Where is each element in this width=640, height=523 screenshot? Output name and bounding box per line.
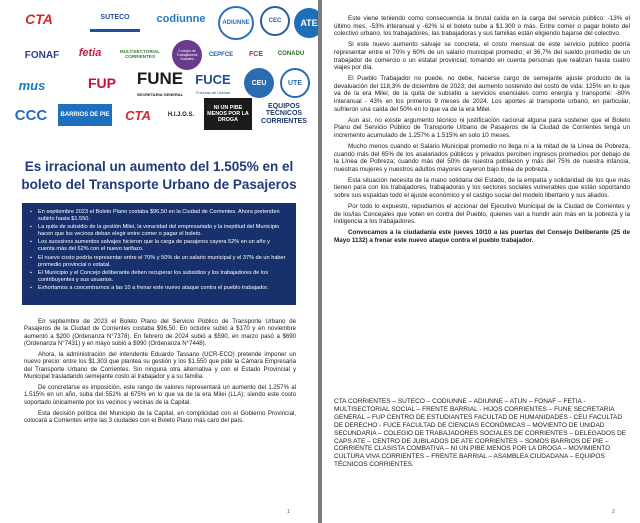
summary-bullet: ▪ Los sucesivos aumentos salvajes hicieron que la carga de pasajeros cayera 52% en un año y cuenta más del 62% con el nuevo tarifazo.	[30, 239, 288, 253]
summary-bullet: ▪ La quita de subsidio de la gestión Milei, la voracidad del empresariado y la ineptitud del Municipio hacen que los vecinos deban elegir entre comer o pagar el boleto.	[30, 224, 288, 238]
page-1-body	[24, 318, 296, 428]
logo: BARRIOS DE PIE	[58, 104, 112, 126]
logo: Colegio de Trabajadores Sociales	[172, 40, 202, 70]
logo: ADIUNNE	[218, 6, 254, 40]
paragraph: Mucho menos cuando el Salario Municipal promedio no llega ni a la mitad de la Línea de Pobreza, cuando más del 65% de los asalariados públicos y privados perciben ingresos promedios por debajo de la Línea de Pobreza; cuando más del 50% de nuestra población y más del 75% de nuestra infancia, nuestras mujeres y nuestros adultos mayores cayeron bajo línea de pobreza.	[334, 142, 630, 173]
logo: FCE	[249, 50, 263, 58]
paragraph: Esta decisión política del Municipio de la Capital, en complicidad con el Gobierno Provincial, colocará a Corrientes entre las 3 ciudades con el Boleto Plano más caro del país.	[24, 409, 296, 424]
logo: CONADU	[277, 51, 305, 57]
logo: FUP	[88, 75, 116, 91]
logo: mus	[18, 77, 46, 93]
logo: SUTECO	[90, 6, 140, 32]
logo: MULTISECTORIAL CORRIENTES	[119, 49, 161, 59]
paragraph: El Pueblo Trabajador no puede, no debe, hacerse cargo de semejante ajuste producto de la devaluación del 118,3% de diciembre de 2023; del aumento sostenido del costo de vida: 125% en lo que va de la era Milei; de la quita de subsidio a servicios esenciales como energía y transporte: -80% interanual - 43% en los primeros 9 meses de 2024. Los aportes al transporte urbano, en particular, sufrieron una caída del 50% en lo que va de la era Milei.	[334, 75, 630, 113]
logo: EQUIPOS TECNICOS CORRIENTES	[261, 102, 307, 125]
paragraph: Esta situación necesita de la mano solidaria del Estado, de la empatía y solidaridad de los que más tienen para con los trabajadores, trabajadoras y los sectores sociales vulnerables que están soportando sobre sus espaldas todo el ajuste económico y el castigo social del modelo libertario y sus aliados.	[334, 176, 630, 200]
signatories-list: CTA CORRIENTES – SUTECO – CODIUNNE – ADIUNNE – ATUN – FONAF – FETIA - MULTISECTORIAL SOCIAL – FRENTE BARRIAL - HIJOS CORRIENTES – FUNE SECRETARIA GENERAL – FUP CENTRO DE ESTUDIANTES FACULTAD DE HUMANIDADES - CEU FACULTAD DE DERECHO - FUCE FACULTAD DE CIENCIAS ECONÓMICAS – MOVIENTO DE UNIDAD SECUNDARIA – COLEGIO DE TRABAJADORES SOCIALES DE CORRIENTES – DELEGADOS DE CAPS ATE – CENTRO DE JUBILADOS DE ATE CORRIENTES – SOMOS BARRIOS DE PIE – CORRIENTE CLASISTA COMBATIVA – NI UN PIBE MENOS POR LA DROGA – MOVIMIENTO CULTURA VIVA CORRIENTES – FRENTE BARRIAL – ASAMBLEA CIUDADANA – EQUIPOS TÉCNICOS CORRIENTES.	[334, 398, 627, 469]
logo: CEC	[260, 6, 290, 36]
paragraph: Por todo lo expuesto, repudiamos el accionar del Ejecutivo Municipal de la Ciudad de Corrientes y de los/las Concejales que voten en contra del Pueblo, quienes van a hundir aún más en la pobreza y la indigencia a los trabajadores.	[334, 203, 630, 226]
paragraph: Aun así, no existe argumento técnico ni justificación racional alguna para sostener que el Boleto Plano del Servicio Público de Transporte Urbano de Pasajeros de la Ciudad de Corrientes tenga un incremento acumulado de 1.257% a 1.515% en solo 10 meses.	[334, 116, 630, 139]
logo: UTE	[280, 68, 310, 98]
logo: ATE	[294, 8, 318, 38]
logo: FUNE	[136, 69, 184, 88]
page-1	[0, 0, 318, 523]
page-2-body	[334, 15, 630, 248]
logo: CEPFCE	[208, 52, 234, 58]
page-number: 1	[287, 509, 290, 515]
summary-box	[22, 203, 296, 305]
logo: CTA	[125, 107, 151, 123]
page-2	[322, 0, 640, 523]
logo: CCC	[14, 106, 48, 124]
logo: FONAF	[24, 49, 60, 61]
paragraph: Este viene teniendo como consecuencia la brutal caída en la carga del servicio público: -13% el último mes, -53% interanual y -62% si el boleto sube a $1.300 o más. Entre comer o pagar boleto del colectivo urbano, los trabajadores, las trabajadoras y sus familias están eligiendo bajarse del colectivo.	[334, 15, 630, 38]
logo: SECRETARIA GENERAL	[136, 91, 184, 97]
paragraph: Si este nuevo aumento salvaje se concreta, el costo mensual de este servicio público podría representar entre el 70% y 60% de un salario municipal promedio; el 36,7% del sueldo promedio de un trabajador de comercio o un estatal provincial; tomando en cuenta personas que realizan hasta cuatro viajes por día.	[334, 41, 630, 72]
logo: fetia	[78, 47, 102, 59]
paragraph-call-to-action: Convocamos a la ciudadanía este jueves 10/10 a las puertas del Consejo Deliberante (25 de Mayo 1132) a frenar este nuevo ataque contra el pueblo trabajador.	[334, 229, 630, 244]
logo: FUCE	[195, 71, 231, 87]
logo-grid	[8, 4, 318, 132]
logo: NI UN PIBE MENOS POR LA DROGA	[204, 98, 252, 130]
document-title: Es irracional un aumento del 1.505% en el boleto del Transporte Urbano de Pasajeros	[21, 159, 297, 192]
paragraph: Ahora, la administración del intendente Eduardo Tassano (UCR-ECO) pretende imponer un nuevo precio: entre los $1.303 que plantea su gestión y los $1.550 que pide la Cámara Empresaria del Transporte Urbano de Corrientes. Sin ninguna otra alternativa y con el Estado Provincial y Municipal trasladando semejante costo al trabajador y a su familia.	[24, 350, 296, 380]
logo: codiunne	[156, 13, 206, 25]
logo: H.I.J.O.S.	[167, 112, 195, 118]
page-number: 2	[612, 509, 615, 515]
paragraph: En septiembre de 2023 el Boleto Plano del Servicio Público de Transporte Urbano de Pasajeros de la Ciudad de Corrientes costaba $96,50. En octubre subió a $170 y en noviembre aumentó a $200 (Ordenanza N°7378). En febrero de 2024 subió a $590, en marzo pasó a $690 (Ordenanza N°7431) y en mayo subió a $990 (Ordenanza N°7448).	[24, 318, 296, 348]
summary-bullet: ▪ Exhortamos a concentrarnos a las 10 a frenar este nuevo ataque contra el pueblo trabajador.	[30, 285, 288, 292]
summary-list	[30, 209, 288, 292]
paragraph: De concretarse es imposición, este rango de valores representará un aumento del 1.257% al 1.515% en un año, suba del 552% al 675% en lo que va de la era Milei (LLA); siendo este costo soportado únicamente por los vecinos y vecinas de la Capital.	[24, 383, 296, 406]
summary-bullet: ▪ El Municipio y el Concejo deliberante deben recuperar los subsidios y los trabajadores de los contribuyentes y sus usuarios.	[30, 270, 288, 284]
summary-bullet: ▪ En septiembre 2023 el Boleto Plano costaba $96,50 en la Ciudad de Corrientes. Ahora pretenden subirlo hasta $1.550.	[30, 209, 288, 223]
logo: CTA	[25, 11, 53, 27]
logo: Fuerzas de Unidad	[196, 89, 230, 95]
summary-bullet: ▪ El nuevo costo podría representar entre el 70% y 50% de un salario municipal y el 37% de un haber promedio provincial o estatal.	[30, 255, 288, 269]
logo: CEU	[244, 68, 274, 98]
